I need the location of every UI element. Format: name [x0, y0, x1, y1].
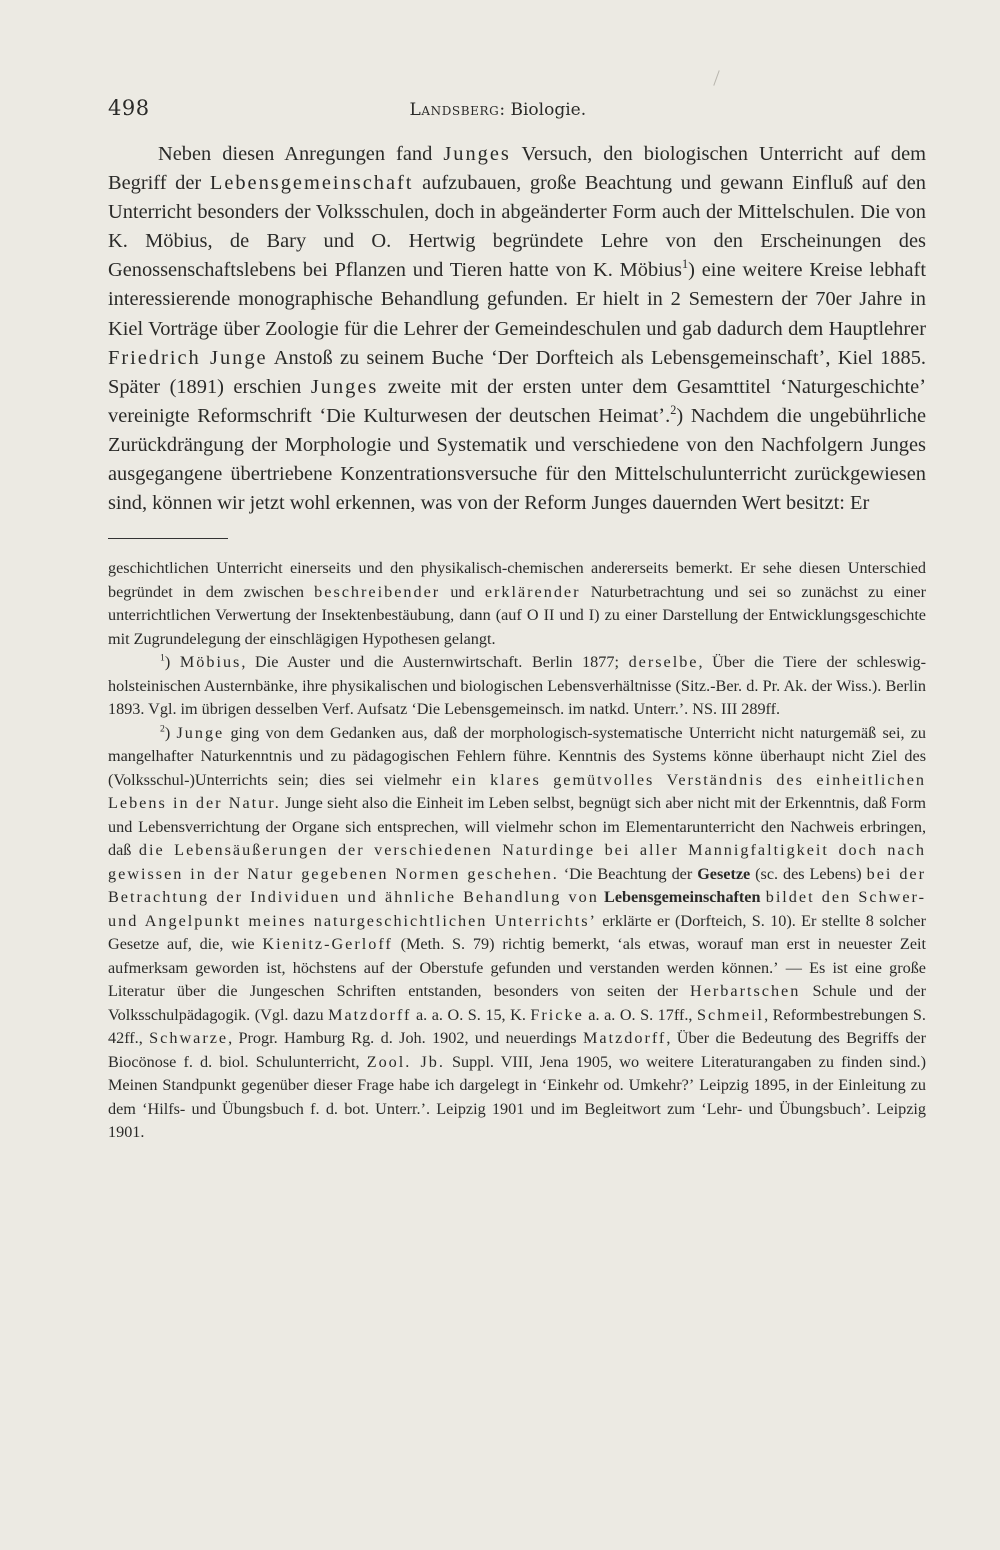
- text-run: Suppl. VIII, Jena 1905, wo weitere Literaturangaben zu finden sind.) Meinen Standpunkt gegenüber dieser Frage habe ich dargelegt in ʻEinkehr od. Umkehr?ʼ Leipzig 1895, in der Einleitung zu dem ʻHilfs- und Übungsbuch f. d. bot. Unterr.ʼ. Leipzig 1901 und im Begleitwort zum ʻLehr- und Übungsbuchʼ. Leipzig 1901.: [108, 1052, 926, 1142]
- scan-mark: [713, 70, 719, 85]
- emphasis-text: ein klares gemütvolles Verständnis des einheitlichen Lebens in der Natur.: [108, 770, 926, 813]
- journal-zool-jb: Zool. Jb.: [366, 1052, 445, 1071]
- footnote-marker-2: 2: [160, 723, 165, 735]
- term-lebensgemeinschaft: Lebensgemeinschaft: [209, 172, 414, 195]
- text-run: ): [164, 723, 177, 742]
- text-run: a. a. O. S. 17ff.,: [583, 1005, 697, 1024]
- name-schwarze: Schwarze: [149, 1029, 229, 1048]
- header-title: [150, 100, 926, 120]
- footnote-rule: [108, 538, 228, 539]
- running-header: [108, 96, 926, 130]
- book-page: [108, 96, 926, 1145]
- text-run: aufzubauen, große Beachtung und gewann Einfluß auf den Unterricht besonders der Volksschulen, doch in abgeänderter Form auch der Mittelschulen. Die von K. Möbius, de Bary und O. Hertwig begründete Lehre von den Erscheinungen des Genossenschaftslebens bei Pflanzen und Tieren hatte von K. Möbius: [108, 172, 926, 282]
- name-junges: Junges: [310, 375, 379, 398]
- footnote-2: [108, 722, 926, 1145]
- text-run: Versuch, den biologischen Unterricht auf dem Begriff der: [108, 143, 927, 195]
- text-run: ) eine weitere Kreise lebhaft interessierende monographische Behandlung gefunden. Er hielt in 2 Semestern der 70er Jahre in Kiel Vorträge über Zoologie für die Lehrer der Gemeindeschulen und gab dadurch dem Hauptlehrer: [108, 259, 926, 340]
- name-junges: Junges: [443, 143, 511, 165]
- text-run: , Reformbestrebungen S. 42ff.,: [108, 1005, 926, 1048]
- text-run: (Meth. S. 79) richtig bemerkt, ʻals etwas, worauf man erst in neuester Zeit aufmerksam geworden ist, höchstens auf der Oberstufe gefunden und verstanden werden können.ʼ — Es ist eine große Literatur über die Jungeschen Schriften entstanden, besonders von seiten der: [108, 935, 926, 1001]
- text-run: ging von dem Gedanken aus, daß der morphologisch-systematische Unterricht nicht naturgemäß sei, zu mangelhafter Naturkenntnis und zu pädagogischen Fehlern führe. Kenntnis des Systems könne überhaupt nicht Ziel des (Volksschul-)Unterrichts sein; dies sei vielmehr: [108, 723, 926, 789]
- name-matzdorff: Matzdorff: [583, 1029, 667, 1048]
- emphasis-text: die Lebensäußerungen der verschiedenen Naturdinge bei aller Mannigfaltigkeit doch nach gewissen in der Natur gegebenen Normen geschehen.: [108, 841, 926, 883]
- name-fricke: Fricke: [530, 1005, 584, 1024]
- text-run: Naturbetrachtung und sei so zunächst zu einer unterrichtlichen Verwertung der Insektenbestäubung, dann (auf O II und I) zu einer Darstellung der Entwicklungsgeschichte mit Zugrundelegung der einschlägigen Hypothesen gelangt.: [108, 582, 927, 648]
- emphasis-text: bei der Betrachtung der Individuen und ähnliche Behandlung von: [108, 864, 927, 907]
- footnote-marker-1: 1: [160, 652, 165, 664]
- text-run: erklärte er (Dorfteich, S. 10). Er stellte 8 solcher Gesetze auf, die, wie: [108, 911, 926, 954]
- name-matzdorff: Matzdorff: [328, 1005, 412, 1024]
- term-derselbe: derselbe: [628, 653, 699, 672]
- term-gesetze: Gesetze: [697, 864, 751, 883]
- text-run: a. a. O. S. 15, K.: [411, 1005, 531, 1024]
- name-moebius: Möbius: [179, 653, 242, 672]
- text-run: geschichtlichen Unterricht einerseits und den physikalisch-chemischen andererseits bemerkt. Er sehe diesen Unterschied begründet in dem zwischen: [108, 559, 926, 601]
- name-friedrich-junge: Friedrich Junge: [108, 346, 268, 369]
- text-run: ): [164, 653, 180, 672]
- footnote-ref-1: 1: [681, 257, 689, 272]
- text-run: , Über die Tiere der schleswig-holsteinischen Austernbänke, ihre physikalischen und biologischen Lebensverhältnisse (Sitz.-Ber. d. Pr. Ak. der Wiss.). Berlin 1893. Vgl. im übrigen desselben Verf. Aufsatz ʻDie Lebensgemeinsch. im natkd. Unterr.ʼ. NS. III 289ff.: [108, 653, 926, 719]
- text-run: und: [440, 582, 485, 601]
- text-run: Anstoß zu seinem Buche ʻDer Dorfteich als Lebensgemeinschaftʼ, Kiel 1885. Später (1891) erschien: [108, 346, 926, 398]
- name-herbartschen: Herbartschen: [690, 982, 801, 1001]
- text-run: , Über die Bedeutung des Begriffs der Biocönose f. d. biol. Schulunterricht,: [108, 1029, 926, 1071]
- text-run: , Progr. Hamburg Rg. d. Joh. 1902, und neuerdings: [228, 1029, 583, 1048]
- text-run: ʻDie Beachtung der: [558, 864, 698, 883]
- term-erklaerender: erklärender: [484, 582, 581, 601]
- name-kienitz-gerloff: Kienitz-Gerloff: [262, 935, 393, 954]
- footnotes: [108, 557, 926, 1145]
- term-beschreibender: beschreibender: [314, 582, 441, 601]
- footnote-ref-2: 2: [670, 403, 677, 418]
- term-lebensgemeinschaften: Lebensgemeinschaften: [604, 888, 761, 907]
- text-run: (sc. des Lebens): [750, 864, 867, 883]
- main-paragraph: [108, 140, 926, 518]
- header-subject: Biologie.: [510, 100, 587, 120]
- header-separator: :: [499, 100, 511, 120]
- emphasis-text: bildet den Schwer- und Angelpunkt meines naturgeschichtlichen Unterrichtsʼ: [108, 888, 926, 930]
- footnote-continuation: [108, 557, 926, 651]
- header-author: Landsberg: [409, 100, 500, 120]
- page-number: 498: [108, 96, 150, 120]
- name-schmeil: Schmeil: [697, 1005, 765, 1024]
- text-run: , Die Auster und die Austernwirtschaft. Berlin 1877;: [241, 653, 629, 672]
- footnote-1: [108, 651, 926, 722]
- text-run: Junge sieht also die Einheit im Leben selbst, begnügt sich aber nicht mit der Erkenntnis, daß Form und Lebensverrichtung der Organe sich entsprechen, will vielmehr schon im Elementarunterricht den Nachweis erbringen, daß: [108, 794, 927, 860]
- text-run: ) Nachdem die ungebührliche Zurückdrängung der Morphologie und Systematik und verschiedene von den Nachfolgern Junges ausgegangene übertriebene Konzentrationsversuche für den Mittelschulunterricht zurückgewiesen sind, können wir jetzt wohl erkennen, was von der Reform Junges dauernden Wert besitzt: Er: [108, 404, 926, 515]
- text-run: zweite mit der ersten unter dem Gesamttitel ʻNaturgeschichteʼ vereinigte Reformschrift ʻDie Kulturwesen der deutschen Heimatʼ.: [108, 375, 926, 427]
- text-run: Neben diesen Anregungen fand: [158, 143, 444, 165]
- text-run: Schule und der Volksschulpädagogik. (Vgl. dazu: [108, 982, 926, 1024]
- name-junge: Junge: [176, 723, 225, 742]
